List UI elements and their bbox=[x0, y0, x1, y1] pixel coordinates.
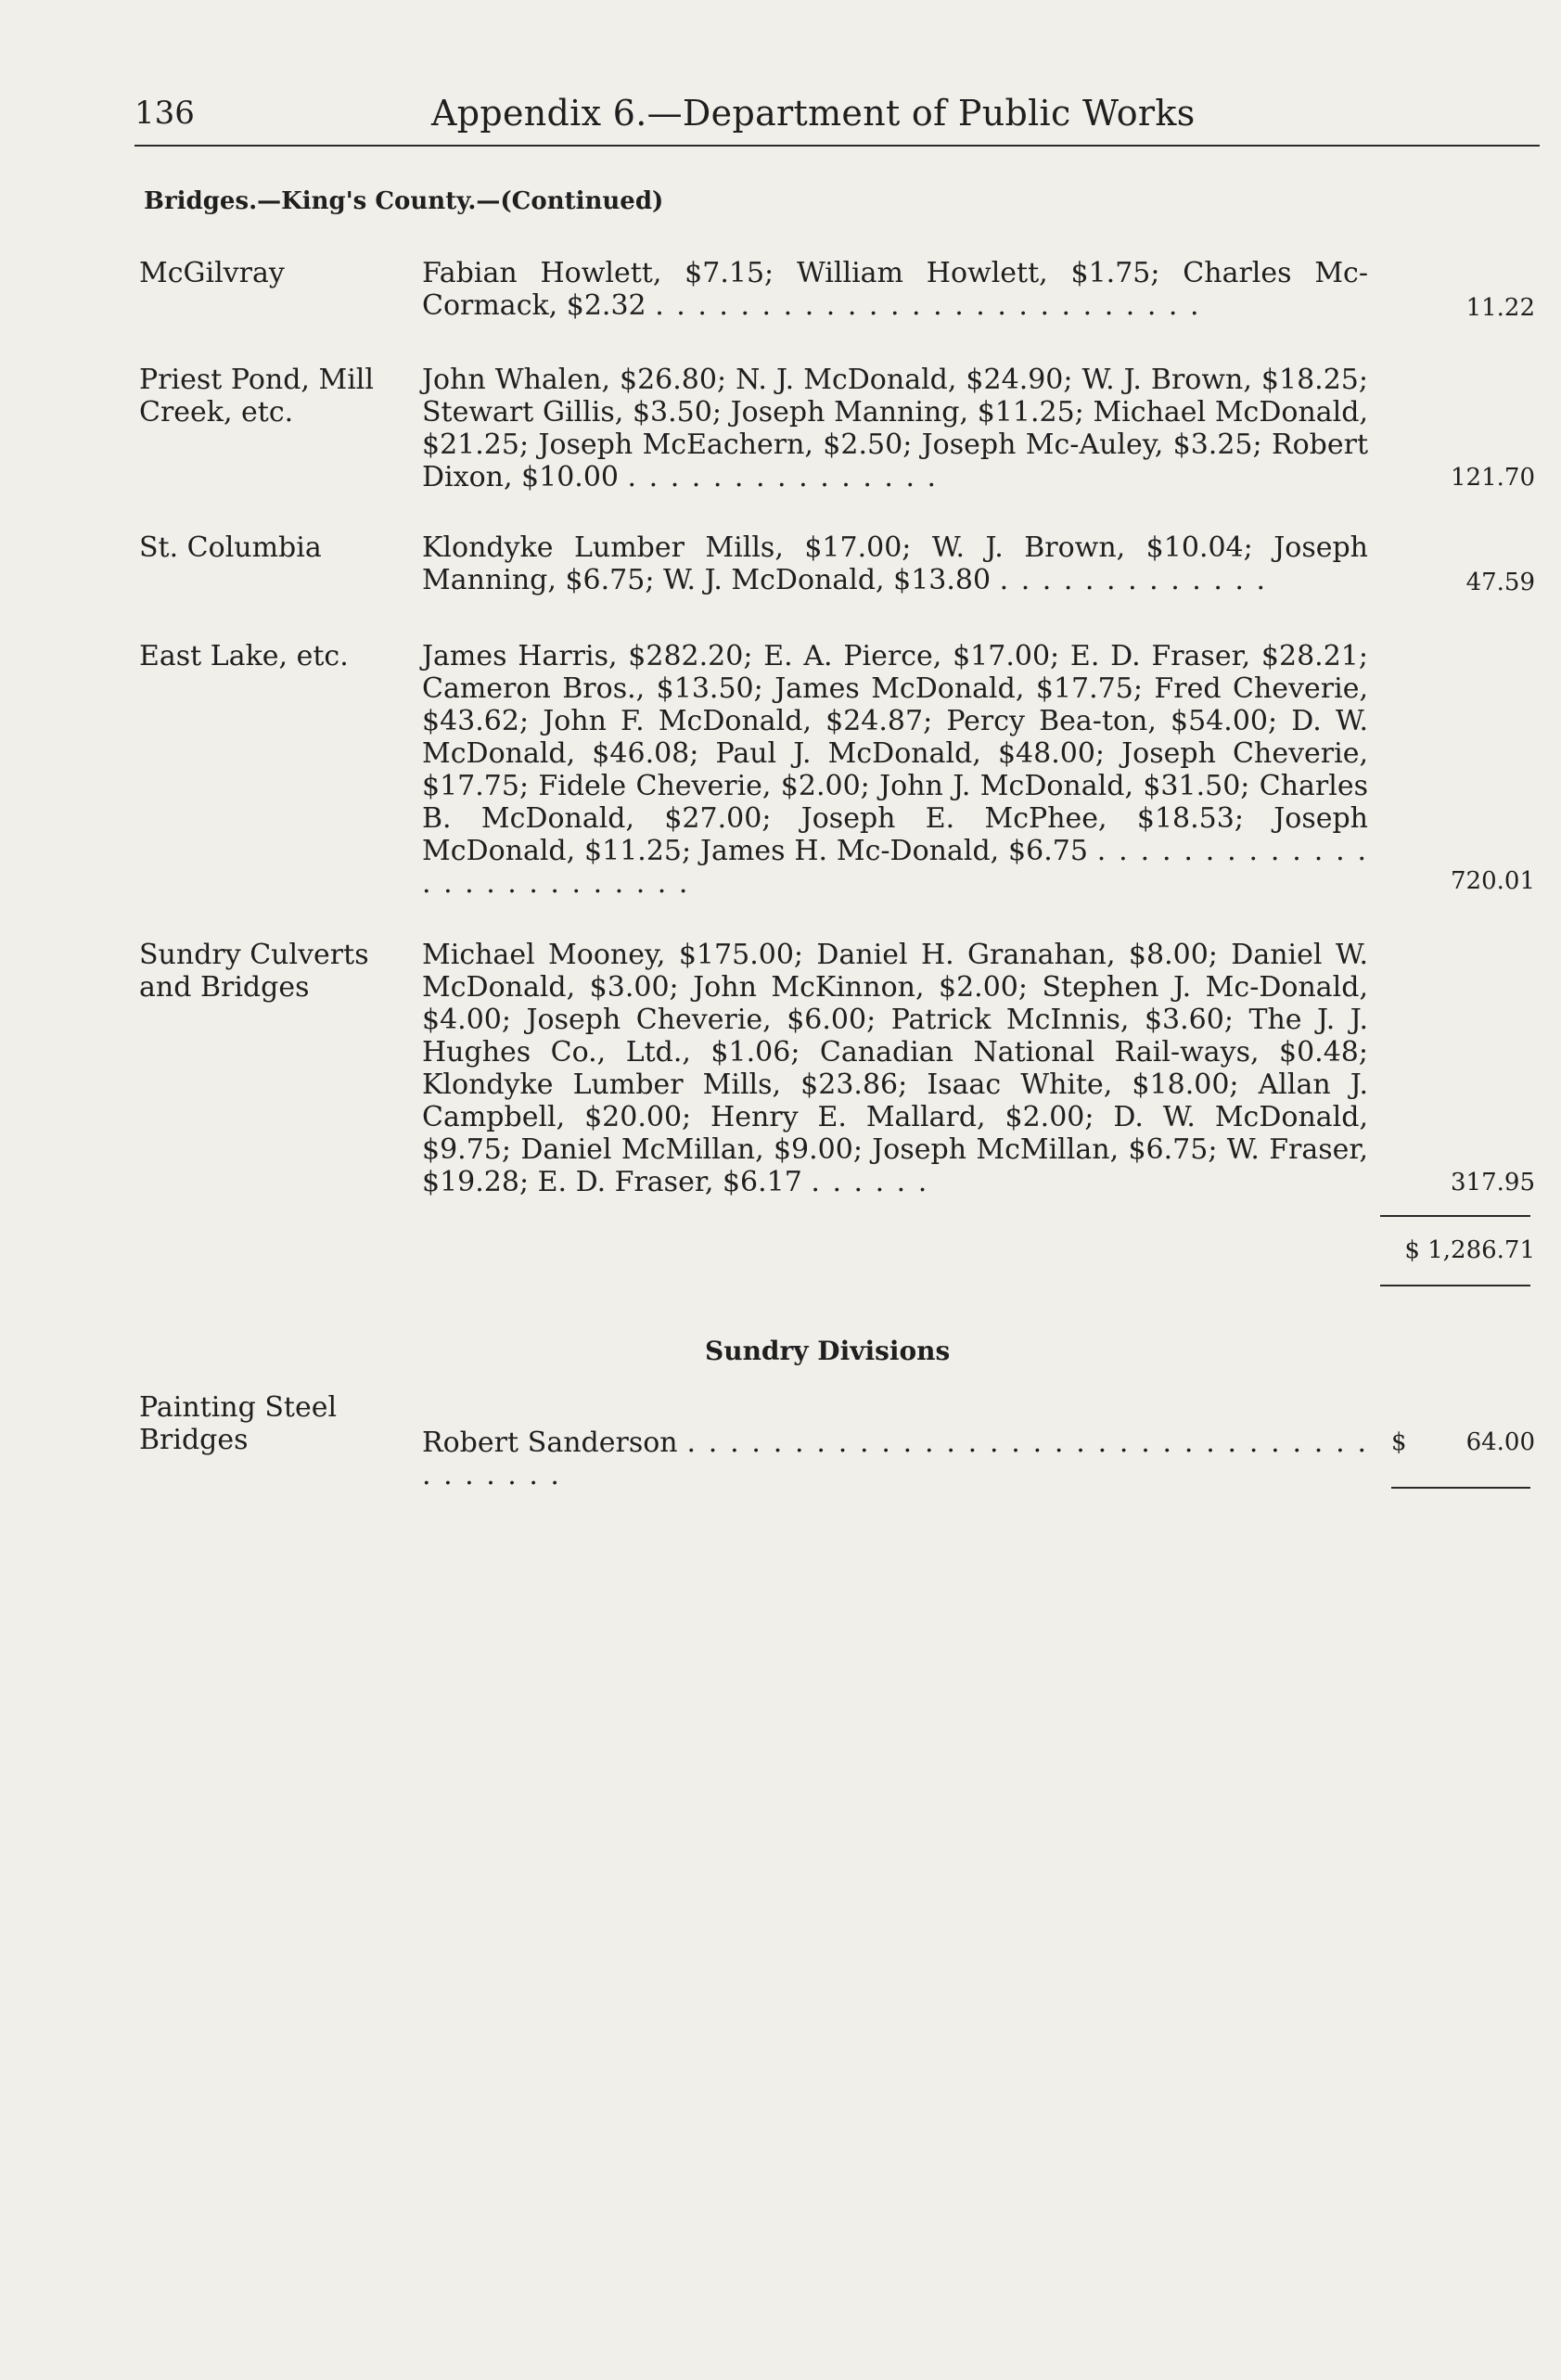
entry-place: Priest Pond, Mill Creek, etc. bbox=[139, 364, 374, 429]
total-amount bbox=[1354, 1236, 1535, 1264]
entry-payees-text: Michael Mooney, $175.00; Daniel H. Granahan, $8.00; Daniel W. McDonald, $3.00; John McKinnon, $2.00; Stephen J. Mc-Donald, $4.00; Joseph Cheverie, $6.00; Patrick McInnis, $3.60; The J. J. Hughes Co., Ltd., $1.06; Canadian National Rail-ways, $0.48; Klondyke Lumber Mills, $23.86; Isaac White, $18.00; Allan J. Campbell, $20.00; Henry E. Mallard, $2.00; D. W. McDonald, $9.75; Daniel McMillan, $9.00; Joseph McMillan, $6.75; W. Fraser, $19.28; E. D. Fraser, $6.17 bbox=[422, 939, 1368, 1198]
total-rule-top bbox=[1380, 1215, 1530, 1217]
entry-amount: 121.70 bbox=[1451, 464, 1535, 492]
sundry-currency: $ bbox=[1391, 1428, 1407, 1456]
entry-amount: 317.95 bbox=[1451, 1169, 1535, 1196]
entry-amount: 47.59 bbox=[1465, 569, 1535, 596]
entry-payees: Klondyke Lumber Mills, $17.00; W. J. Brown, $10.04; Joseph Manning, $6.75; W. J. McDonald, $13.80 . . . . . . . . . . . . . bbox=[422, 531, 1368, 596]
entry-payees: John Whalen, $26.80; N. J. McDonald, $24.90; W. J. Brown, $18.25; Stewart Gillis, $3.50; Joseph Manning, $11.25; Michael McDonald, $21.25; Joseph McEachern, $2.50; Joseph Mc-Auley, $3.25; Robert Dixon, $10.00 . . . . . . . . . . . . . . . bbox=[422, 364, 1368, 493]
entry-payees-text: Fabian Howlett, $7.15; William Howlett, $1.75; Charles Mc-Cormack, $2.32 bbox=[422, 257, 1368, 322]
entry-payees: Robert Sanderson . . . . . . . . . . . . . . . . . . . . . . . . . . . . . . . . . . . . . . . bbox=[422, 1427, 1368, 1491]
entry-place: St. Columbia bbox=[139, 531, 322, 564]
section-heading: Bridges.—King's County.—(Continued) bbox=[144, 187, 664, 215]
entry-payees: James Harris, $282.20; E. A. Pierce, $17.00; E. D. Fraser, $28.21; Cameron Bros., $13.50; James McDonald, $17.75; Fred Cheverie, $43.62; John F. McDonald, $24.87; Percy Bea-ton, $54.00; D. W. McDonald, $46.08; Paul J. McDonald, $48.00; Joseph Cheverie, $17.75; Fidele Cheverie, $2.00; John J. McDonald, $31.50; Charles B. McDonald, $27.00; Joseph E. McPhee, $18.53; Joseph McDonald, $11.25; James H. Mc-Donald, $6.75 . . . . . . . . . . . . . . . . . . . . . . . . . . bbox=[422, 640, 1369, 900]
page-number: 136 bbox=[134, 95, 195, 132]
entry-payees: Michael Mooney, $175.00; Daniel H. Granahan, $8.00; Daniel W. McDonald, $3.00; John McKinnon, $2.00; Stephen J. Mc-Donald, $4.00; Joseph Cheverie, $6.00; Patrick McInnis, $3.60; The J. J. Hughes Co., Ltd., $1.06; Canadian National Rail-ways, $0.48; Klondyke Lumber Mills, $23.86; Isaac White, $18.00; Allan J. Campbell, $20.00; Henry E. Mallard, $2.00; D. W. McDonald, $9.75; Daniel McMillan, $9.00; Joseph McMillan, $6.75; W. Fraser, $19.28; E. D. Fraser, $6.17 . . . . . . bbox=[422, 939, 1368, 1198]
entry-place: Painting Steel Bridges bbox=[139, 1391, 338, 1456]
entry-payees-text: Robert Sanderson bbox=[422, 1427, 678, 1459]
entry-place: McGilvray bbox=[139, 257, 285, 289]
total-rule-bottom bbox=[1380, 1285, 1530, 1286]
total-currency: $ bbox=[1404, 1236, 1420, 1264]
entry-payees-text: James Harris, $282.20; E. A. Pierce, $17.00; E. D. Fraser, $28.21; Cameron Bros., $13.50; James McDonald, $17.75; Fred Cheverie, $43.62; John F. McDonald, $24.87; Percy Bea-ton, $54.00; D. W. McDonald, $46.08; Paul J. McDonald, $48.00; Joseph Cheverie, $17.75; Fidele Cheverie, $2.00; John J. McDonald, $31.50; Charles B. McDonald, $27.00; Joseph E. McPhee, $18.53; Joseph McDonald, $11.25; James H. Mc-Donald, $6.75 bbox=[422, 640, 1368, 867]
entry-place: Sundry Culverts and Bridges bbox=[139, 939, 369, 1004]
entry-payees-text: John Whalen, $26.80; N. J. McDonald, $24.90; W. J. Brown, $18.25; Stewart Gillis, $3.50; Joseph Manning, $11.25; Michael McDonald, $21.25; Joseph McEachern, $2.50; Joseph Mc-Auley, $3.25; Robert Dixon, $10.00 bbox=[422, 364, 1368, 493]
entry-amount: 64.00 bbox=[1465, 1428, 1535, 1456]
running-head bbox=[134, 89, 1540, 147]
entry-amount: 11.22 bbox=[1465, 294, 1535, 322]
sundry-divisions-heading: Sundry Divisions bbox=[705, 1336, 951, 1366]
sundry-rule bbox=[1391, 1487, 1530, 1489]
entry-place: East Lake, etc. bbox=[139, 640, 349, 672]
entry-payees: Fabian Howlett, $7.15; William Howlett, $1.75; Charles Mc-Cormack, $2.32 . . . . . . . . . . . . . . . . . . . . . . . . . . bbox=[422, 257, 1368, 322]
total-value: 1,286.71 bbox=[1427, 1236, 1535, 1264]
entry-payees-text: Klondyke Lumber Mills, $17.00; W. J. Brown, $10.04; Joseph Manning, $6.75; W. J. McDonald, $13.80 bbox=[422, 531, 1368, 596]
page-title: Appendix 6.—Department of Public Works bbox=[431, 93, 1196, 134]
entry-amount: 720.01 bbox=[1451, 867, 1535, 895]
